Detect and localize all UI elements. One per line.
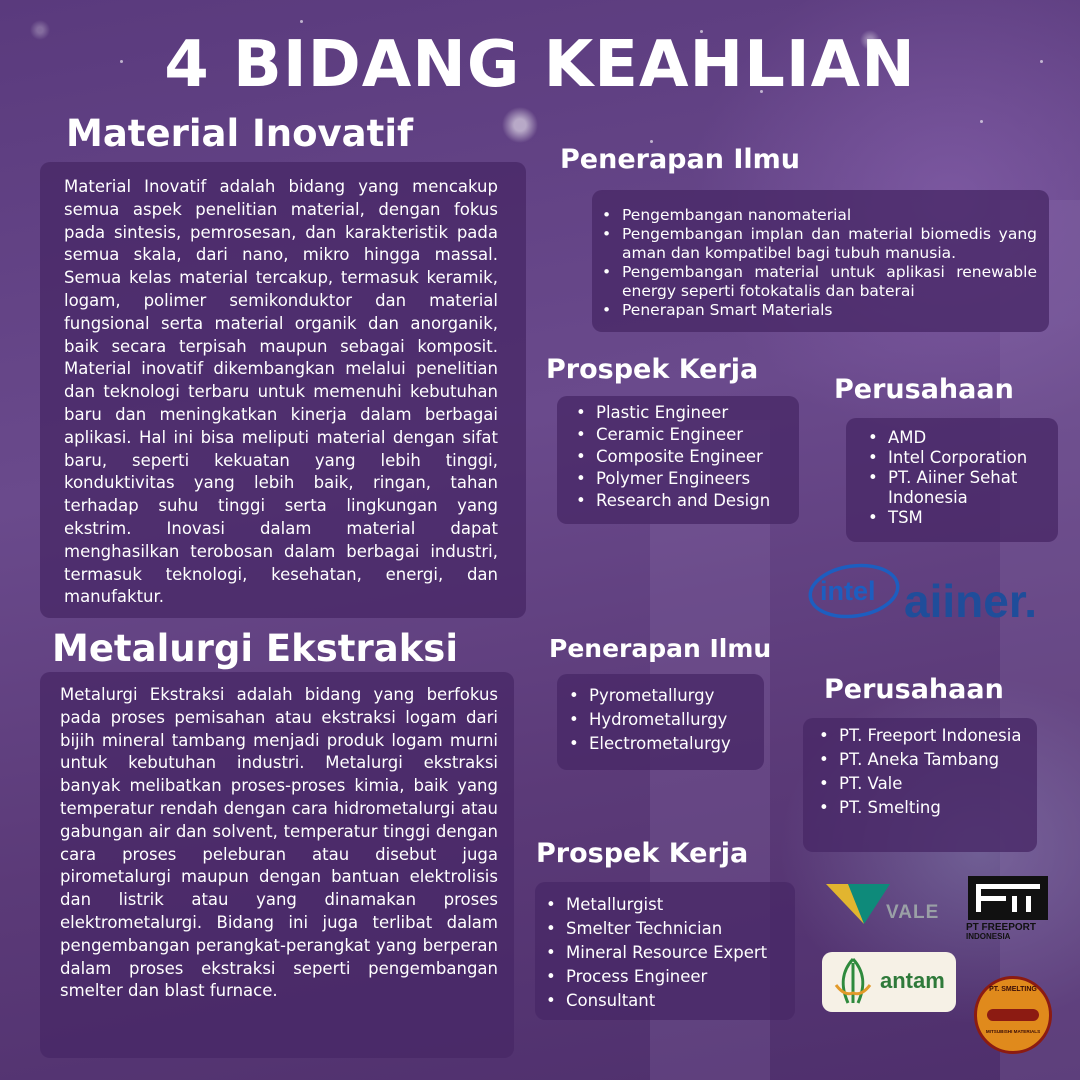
smelting-logo-top: PT. SMELTING: [989, 986, 1037, 993]
material-perusahaan-list: [860, 428, 1078, 528]
metalurgi-perusahaan-heading: Perusahaan: [824, 674, 1004, 705]
list-item: • Hydrometallurgy: [589, 708, 789, 732]
antam-logo: [822, 952, 956, 1012]
list-item: • Consultant: [566, 989, 822, 1013]
page-title: 4 BIDANG KEAHLIAN: [164, 28, 916, 102]
list-item: • Pyrometallurgy: [589, 684, 789, 708]
smelting-logo-bottom: MITSUBISHI MATERIALS: [985, 1029, 1041, 1034]
metalurgi-penerapan-heading: Penerapan Ilmu: [549, 634, 772, 663]
intel-logo: [806, 562, 902, 620]
list-item: • AMD: [888, 428, 1078, 448]
antam-emblem-icon: [828, 955, 878, 1009]
intel-logo-text: intel: [820, 576, 876, 606]
material-heading: Material Inovatif: [66, 112, 414, 155]
material-prospek-heading: Prospek Kerja: [546, 354, 759, 385]
metalurgi-prospek-heading: Prospek Kerja: [536, 838, 749, 869]
material-perusahaan-heading: Perusahaan: [834, 374, 1014, 405]
freeport-emblem: [968, 876, 1048, 920]
list-item: • Polymer Engineers: [596, 468, 826, 490]
list-item: • Penerapan Smart Materials: [622, 301, 1037, 320]
material-prospek-list: [568, 402, 826, 512]
list-item: • PT. Freeport Indonesia: [839, 724, 1061, 748]
list-item: • Mineral Resource Expert: [566, 941, 822, 965]
list-item: • Process Engineer: [566, 965, 822, 989]
material-penerapan-list: [594, 206, 1037, 320]
list-item: • TSM: [888, 508, 1078, 528]
list-item: • Pengembangan implan dan material biomedis yang aman dan kompatibel bagi tubuh manusia.: [622, 225, 1037, 263]
metalurgi-penerapan-list: [561, 684, 789, 756]
list-item: • Research and Design: [596, 490, 826, 512]
smelting-logo: [974, 976, 1052, 1054]
freeport-logo: [966, 876, 1072, 940]
list-item: • Composite Engineer: [596, 446, 826, 468]
list-item: • PT. Vale: [839, 772, 1061, 796]
list-item: • PT. Aiiner Sehat Indonesia: [888, 468, 1078, 508]
list-item: • PT. Aneka Tambang: [839, 748, 1061, 772]
vale-logo-text: VALE: [886, 902, 940, 923]
freeport-logo-line2: INDONESIA: [966, 932, 1011, 941]
metalurgi-perusahaan-list: [811, 724, 1061, 820]
antam-logo-text: antam: [880, 968, 945, 993]
material-description: Material Inovatif adalah bidang yang mencakup semua aspek penelitian material, dengan fokus pada sintesis, pemrosesan, dan karakteristik pada semua skala, dari nano, mikro hingga massal. Semua kelas material tercakup, termasuk keramik, logam, polimer semikonduktor dan material fungsional serta material organik dan anorganik, baik secara terpisah maupun sebagai komposit. Material inovatif dikembangkan melalui penelitian dan teknologi terbaru untuk memenuhi kebutuhan baru dan meningkatkan kinerja dalam berbagai aplikasi. Hal ini bisa meliputi material dengan sifat baru, seperti kekuatan yang lebih tinggi, konduktivitas yang lebih baik, ringan, tahan terhadap suhu tinggi serta lingkungan yang ekstrim. Inovasi dalam material dapat menghasilkan terobosan dalam berbagai industri, termasuk teknologi, kesehatan, energi, dan manufaktur.: [64, 177, 498, 607]
list-item: • Pengembangan nanomaterial: [622, 206, 1037, 225]
list-item: • PT. Smelting: [839, 796, 1061, 820]
metalurgi-description: Metalurgi Ekstraksi adalah bidang yang berfokus pada proses pemisahan atau ekstraksi logam dari bijih mineral tambang menjadi produk logam murni untuk kebutuhan industri. Metalurgi ekstraksi banyak melibatkan proses-proses kimia, baik yang temperatur rendah dengan cara hidrometalurgi atau gabungan air dan solvent, temperatur tinggi dengan cara proses peleburan atau disebut juga pirometalurgi maupun dengan bantuan elektrolisis dan listrik atau yang dinamakan proses elektrometalurgi. Bidang ini juga terlibat dalam pengembangan perangkat-perangkat yang berperan dalam proses ekstraksi seperti pengembangan smelter dan blast furnace.: [60, 685, 498, 1001]
smelting-emblem: [987, 1009, 1039, 1021]
list-item: • Intel Corporation: [888, 448, 1078, 468]
metalurgi-heading: Metalurgi Ekstraksi: [52, 627, 459, 670]
metalurgi-prospek-list: [538, 893, 822, 1013]
vale-logo: [824, 880, 944, 930]
list-item: • Electrometalurgy: [589, 732, 789, 756]
list-item: • Metallurgist: [566, 893, 822, 917]
list-item: • Ceramic Engineer: [596, 424, 826, 446]
aiiner-logo: aiiner.: [904, 575, 1037, 627]
material-penerapan-heading: Penerapan Ilmu: [560, 144, 800, 175]
list-item: • Smelter Technician: [566, 917, 822, 941]
list-item: • Plastic Engineer: [596, 402, 826, 424]
freeport-logo-line1: PT FREEPORT: [966, 922, 1037, 933]
list-item: • Pengembangan material untuk aplikasi renewable energy seperti fotokatalis dan baterai: [622, 263, 1037, 301]
